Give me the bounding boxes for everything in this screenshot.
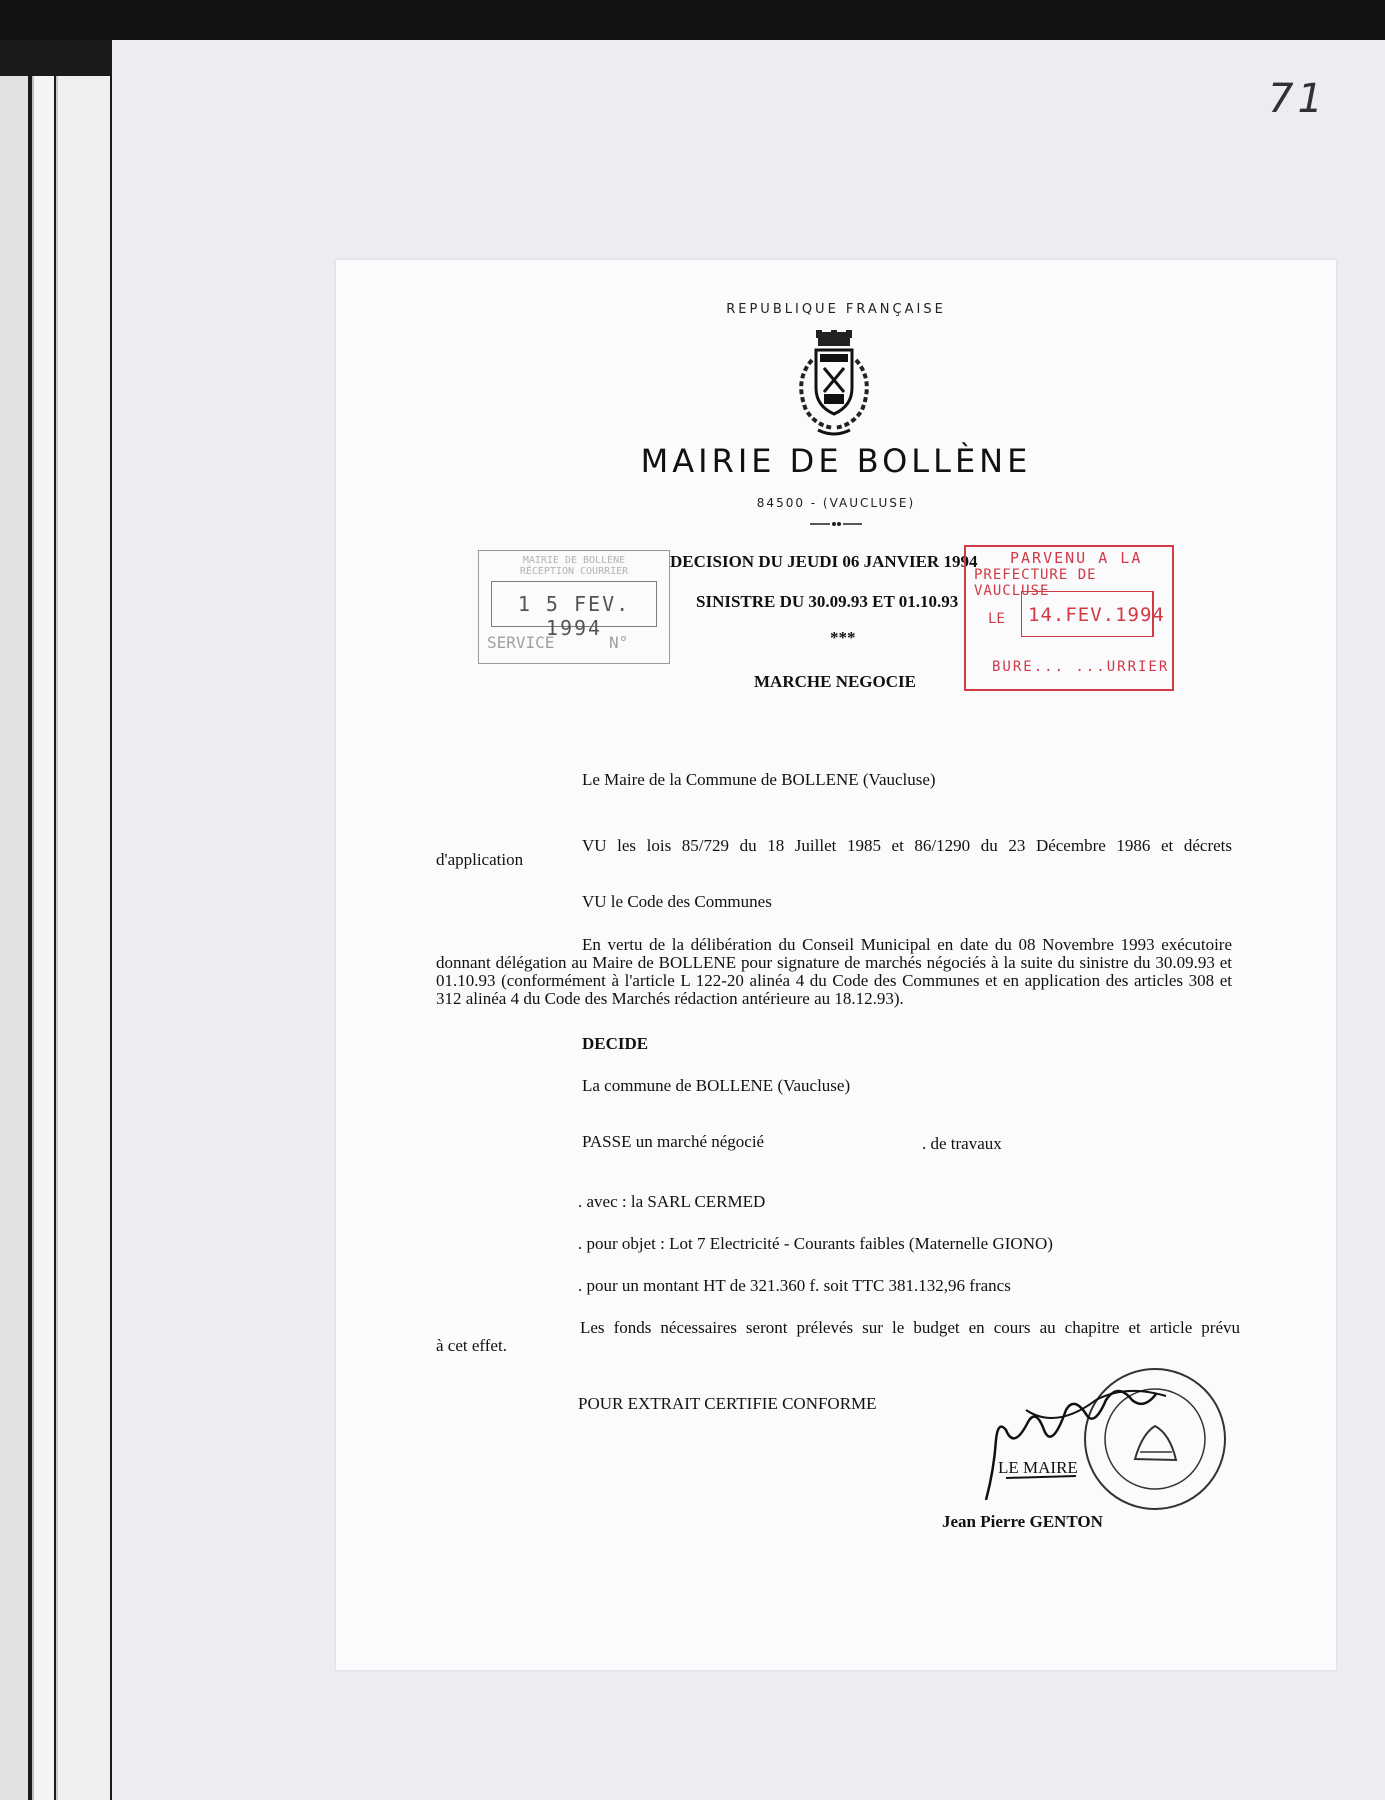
prefecture-stamp	[964, 545, 1174, 691]
marche-negocie-heading: MARCHE NEGOCIE	[754, 672, 916, 691]
maire-line: Le Maire de la Commune de BOLLENE (Vaucluse)	[582, 770, 936, 789]
vu-code: VU le Code des Communes	[582, 892, 772, 911]
reception-stamp-date-box	[491, 581, 657, 640]
document-sheet	[336, 260, 1336, 1670]
reception-stamp-number: N°	[609, 633, 629, 652]
extrait-conforme: POUR EXTRAIT CERTIFIE CONFORME	[578, 1394, 877, 1413]
vu-lois-continuation: d'application	[436, 850, 524, 869]
prefecture-stamp-date: 14.FEV.1994	[1028, 604, 1165, 626]
prefecture-stamp-date-box	[1021, 591, 1165, 637]
fonds-line: Les fonds nécessaires seront prélevés sur le budget en cours au chapitre et article prévu	[580, 1318, 1240, 1337]
commune-line: La commune de BOLLENE (Vaucluse)	[582, 1076, 851, 1095]
fonds-continuation: à cet effet.	[436, 1336, 507, 1355]
vu-lois: VU les lois 85/729 du 18 Juillet 1985 et 86/1290 du 23 Décembre 1986 et décrets	[582, 836, 1232, 855]
ornament-divider	[810, 520, 862, 528]
reception-stamp-service: SERVICE	[487, 633, 555, 652]
republic-heading: REPUBLIQUE FRANÇAISE	[726, 302, 946, 317]
mayor-name: Jean Pierre GENTON	[942, 1512, 1103, 1531]
binder-page-edge	[56, 76, 110, 1800]
objet-line: . pour objet : Lot 7 Electricité - Courants faibles (Maternelle GIONO)	[578, 1234, 1053, 1253]
prefecture-stamp-line1: PARVENU A LA	[1010, 549, 1143, 567]
coat-of-arms-icon	[788, 330, 880, 440]
mayor-label: LE MAIRE	[998, 1458, 1078, 1477]
separator-stars: ***	[830, 628, 856, 647]
decision-title: DECISION DU JEUDI 06 JANVIER 1994	[670, 552, 978, 571]
folio-number: 71	[1268, 76, 1327, 122]
reception-stamp	[478, 550, 670, 664]
mayor-signature-icon	[936, 1370, 1176, 1500]
reception-stamp-date: 1 5 FEV. 1994	[517, 592, 631, 640]
prefecture-stamp-le: LE	[988, 611, 1005, 627]
reception-stamp-heading: MAIRIE DE BOLLÈNE RÉCEPTION COURRIER	[519, 555, 629, 577]
montant-line: . pour un montant HT de 321.360 f. soit TTC 381.132,96 francs	[578, 1276, 1011, 1295]
decide-heading: DECIDE	[582, 1034, 649, 1053]
mairie-subtitle: 84500 - (VAUCLUSE)	[756, 496, 916, 510]
en-vertu-paragraph: En vertu de la délibération du Conseil Municipal en date du 08 Novembre 1993 exécutoire donnant délégation au Maire de BOLLENE pour signature de marchés négociés à la suite du sinistre du 30.09.93 et 01.10.93 (conformément à l'article L 122-20 alinéa 4 du Code des Communes et en application des articles 308 et 312 alinéa 4 du Code des Marchés rédaction antérieure au 18.12.93).	[436, 935, 1232, 1008]
avec-line: . avec : la SARL CERMED	[578, 1192, 766, 1211]
binder-edge	[0, 40, 115, 1800]
mairie-title: MAIRIE DE BOLLÈNE	[640, 442, 1032, 480]
binder-page-edge	[32, 76, 54, 1800]
album-page	[112, 40, 1385, 1800]
passe-line: PASSE un marché négocié	[582, 1132, 765, 1151]
sinistre-line: SINISTRE DU 30.09.93 ET 01.10.93	[696, 592, 959, 611]
prefecture-stamp-office: BURE... ...URRIER	[992, 659, 1170, 675]
binder-page-edge	[0, 76, 28, 1800]
travaux-label: . de travaux	[922, 1134, 1002, 1153]
prefecture-stamp-line2: PREFECTURE DE VAUCLUSE	[974, 567, 1097, 599]
